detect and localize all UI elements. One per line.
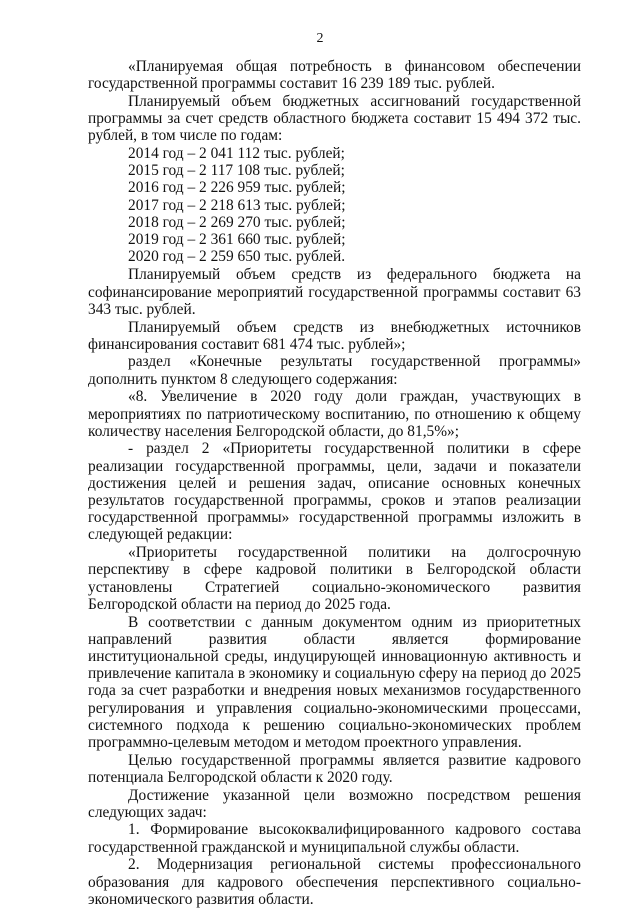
- paragraph-section-2: - раздел 2 «Приоритеты государственной политики в сфере реализации государственной программы, цели, задачи и показатели достижения целей и решения задач, описание основных конечных результатов государственной программы, сроков и этапов реализации государственной программы» государственной программы изложить в следующей редакции:: [88, 440, 581, 544]
- paragraph-task-1: 1. Формирование высококвалифицированного кадрового состава государственной гражданской и муниципальной службы области.: [88, 821, 581, 856]
- year-item: 2014 год – 2 041 112 тыс. рублей;: [128, 145, 345, 163]
- document-body: [88, 58, 581, 908]
- year-item: 2020 год – 2 259 650 тыс. рублей.: [128, 248, 346, 266]
- paragraph-federal-budget: Планируемый объем средств из федерального бюджета на софинансирование мероприятий государственной программы составит 63 343 тыс. рублей.: [88, 266, 581, 318]
- page-number: 2: [316, 31, 324, 46]
- year-item: 2017 год – 2 218 613 тыс. рублей;: [128, 196, 346, 214]
- yearly-allocation-list: [88, 145, 581, 265]
- paragraph-goal: Целью государственной программы является развитие кадрового потенциала Белгородской области к 2020 году.: [88, 751, 581, 786]
- year-item: 2016 год – 2 226 959 тыс. рублей;: [128, 179, 346, 197]
- year-item: 2019 год – 2 361 660 тыс. рублей;: [128, 231, 346, 249]
- paragraph-tasks-intro: Достижение указанной цели возможно посредством решения следующих задач:: [88, 786, 581, 821]
- paragraph-regional-budget: Планируемый объем бюджетных ассигнований государственной программы за счет средств областного бюджета составит 15 494 372 тыс. рублей, в том числе по годам:: [88, 92, 581, 145]
- paragraph-strategy: В соответствии с данным документом одним из приоритетных направлений развития области является формирование институциональной среды, индуцирующей инновационную активность и привлечение капитала в экономику и социальную сферу на период до 2025 года за счет разработки и внедрения новых механизмов государственного регулирования и управления социально-экономическими процессами, системного подхода к решению социально-экономических проблем программно-целевым методом и методом проектного управления.: [88, 613, 581, 751]
- year-item: 2018 год – 2 269 270 тыс. рублей;: [128, 213, 346, 231]
- paragraph-task-2: 2. Модернизация региональной системы профессионального образования для кадрового обеспечения перспективного социально-экономического развития области.: [88, 856, 581, 908]
- year-item: 2015 год – 2 117 108 тыс. рублей;: [128, 162, 345, 180]
- paragraph-priorities: «Приоритеты государственной политики на долгосрочную перспективу в сфере кадровой политики в Белгородской области установлены Стратегией социально-экономического развития Белгородской области на период до 2025 года.: [88, 544, 581, 613]
- paragraph-final-results: раздел «Конечные результаты государственной программы» дополнить пунктом 8 следующего содержания:: [88, 353, 581, 388]
- paragraph-total-need: «Планируемая общая потребность в финансовом обеспечении государственной программы составит 16 239 189 тыс. рублей.: [88, 58, 581, 93]
- paragraph-extrabudgetary: Планируемый объем средств из внебюджетных источников финансирования составит 681 474 тыс. рублей»;: [88, 318, 581, 353]
- paragraph-item-8: «8. Увеличение в 2020 году доли граждан, участвующих в мероприятиях по патриотическому воспитанию, по отношению к общему количеству населения Белгородской области, до 81,5%»;: [88, 388, 581, 440]
